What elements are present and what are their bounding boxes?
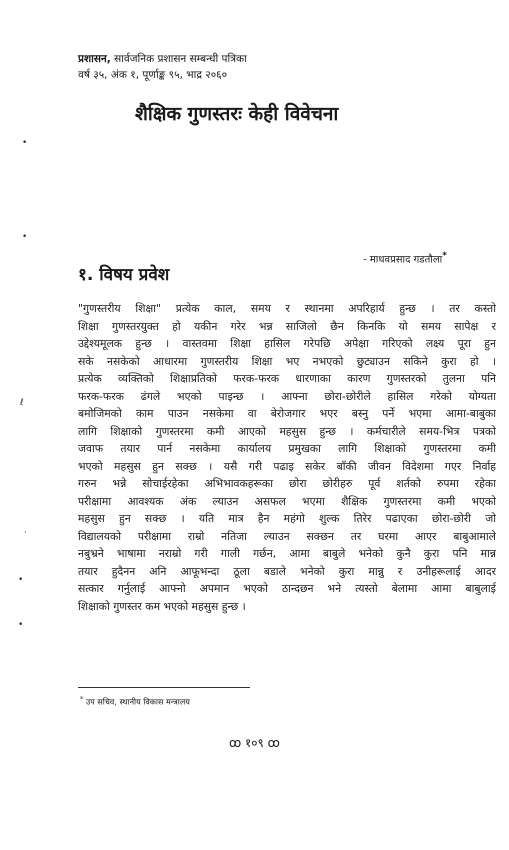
journal-header	[78, 52, 247, 66]
section-heading: १. विषय प्रवेश	[78, 265, 170, 285]
body-line: शिक्षा गुणस्तरयुक्त हो यकीन गरेर भन्न साजिलो छैन किनकि यो समय सापेक्ष र	[78, 319, 496, 333]
margin-speck: ℓ	[20, 398, 24, 408]
journal-subtitle: सार्वजनिक प्रशासन सम्बन्धी पत्रिका	[114, 53, 247, 65]
body-line: उद्देश्यमूलक हुन्छ । वास्तवमा शिक्षा हासिल गरेपछि अपेक्षा गरिएको लक्ष्य पूरा हुन	[78, 337, 496, 350]
margin-speck: •	[22, 232, 28, 242]
body-line: बमोजिमको काम पाउन नसकेमा वा बेरोजगार भएर बस्नु पर्ने भएमा आमा-बाबुका	[78, 407, 496, 420]
body-line: परीक्षामा आवश्यक अंक ल्याउन असफल भएमा शैक्षिक गुणस्तरमा कमी भएको	[78, 494, 496, 508]
margin-speck: •	[18, 620, 24, 630]
body-line: "गुणस्तरीय शिक्षा" प्रत्येक काल, समय र स्थानमा अपरिहार्य हुन्छ । तर कस्तो	[78, 302, 496, 315]
issue-info: वर्ष ३५, अंक १, पूर्णाङ्क ९५, भाद्र २०६०	[78, 69, 228, 81]
footnote-divider	[78, 687, 250, 688]
body-line: फरक-फरक ढंगले भएको पाइन्छ । आफ्ना छोरा-छोरीले हासिल गरेको योग्यता	[78, 389, 496, 403]
body-line: नबुभ्रने भाषामा नराम्रो गरी गाली गर्छन, आमा बाबुले भनेको कुनै कुरा पनि मान्न	[78, 547, 496, 560]
journal-name: प्रशासन,	[78, 53, 111, 65]
author-name: - माधवप्रसाद गडतौला	[363, 254, 443, 266]
body-line: जवाफ तयार पार्न नसकेमा कार्यालय प्रमुखका लागि शिक्षाको गुणस्तरमा कमी	[78, 442, 496, 455]
author-line	[363, 251, 447, 265]
body-line: लागि शिक्षाको गुणस्तरमा कमी आएको महसुस हुन्छ । कर्मचारीले समय-भित्र पत्रको	[78, 424, 496, 438]
footnote-text: उप सचिव, स्थानीय विकास मन्त्रालय	[85, 697, 190, 707]
margin-speck: ·	[24, 528, 27, 538]
body-line: महसुस हुन सक्छ । यति मात्र हैन महंगो शुल्क तिरेर पढाएका छोरा-छोरी जो	[78, 512, 496, 525]
author-footnote-mark: *	[442, 251, 447, 261]
margin-speck: •	[18, 575, 24, 585]
body-line: तयार हुदैनन अनि आफूभन्दा ठूला बडाले भनेको कुरा मान्नु र उनीहरूलाई आदर	[78, 564, 496, 578]
body-line: सत्कार गर्नुलाई आफ्नो अपमान भएको ठान्दछन भने त्यस्तो बेलामा आमा बाबुलाई	[78, 582, 496, 595]
footnote-mark: *	[80, 695, 84, 703]
body-line: भएको महसुस हुन सक्छ । यसै गरी पढाइ सकेर बाँकी जीवन विदेशमा गएर निर्वाह	[78, 459, 496, 473]
page-number: ꝏ १०९ ꝏ	[229, 736, 280, 750]
body-line: प्रत्येक व्यक्तिको शिक्षाप्रतिको फरक-फरक धारणाका कारण गुणस्तरको तुलना पनि	[78, 372, 496, 385]
footnote	[80, 695, 190, 708]
body-paragraph	[78, 300, 496, 615]
body-line: गरुन भन्ने सोचाईरहेका अभिभावकहरूका छोरा छोरीहरु पूर्व शर्तको रुपमा रहेका	[78, 477, 496, 490]
margin-speck: •	[22, 138, 28, 148]
body-line: सके नसकेको आधारमा गुणस्तरीय शिक्षा भए नभएको छुट्याउन सकिने कुरा हो ।	[78, 354, 496, 368]
body-line: शिक्षाको गुणस्तर कम भएको महसुस हुन्छ ।	[78, 599, 246, 613]
article-title: शैक्षिक गुणस्तरः केही विवेचना	[135, 103, 339, 125]
body-line: विद्यालयको परीक्षामा राम्रो नतिजा ल्याउन सक्छन तर घरमा आएर बाबुआमाले	[78, 529, 496, 543]
